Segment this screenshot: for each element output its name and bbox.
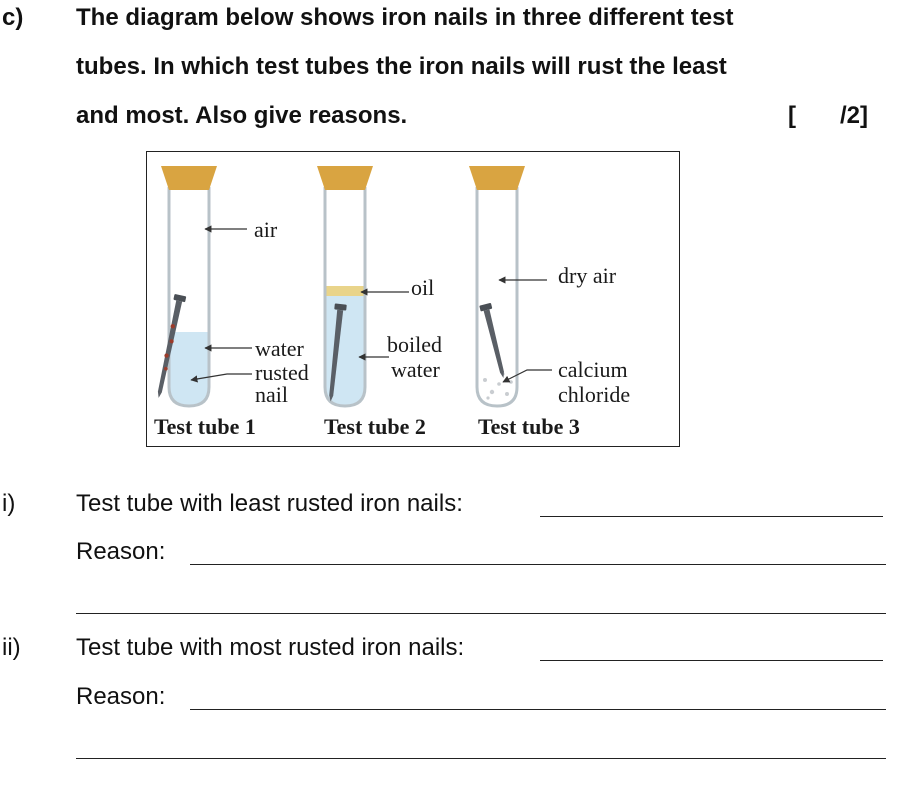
test-tubes-diagram bbox=[146, 151, 680, 447]
part-i-prompt: Test tube with least rusted iron nails: bbox=[76, 490, 463, 517]
part-ii-prompt: Test tube with most rusted iron nails: bbox=[76, 634, 465, 661]
part-i-reason-line-2[interactable] bbox=[76, 613, 886, 614]
test-tube-3 bbox=[469, 166, 552, 406]
caption-test-tube-1: Test tube 1 bbox=[154, 414, 256, 439]
label-oil: oil bbox=[411, 275, 435, 300]
question-label: c) bbox=[2, 4, 24, 31]
part-i-reason-label: Reason: bbox=[76, 538, 166, 565]
part-ii-reason-label: Reason: bbox=[76, 683, 166, 710]
label-calcium: calcium bbox=[558, 357, 628, 382]
label-rusted: rusted bbox=[255, 360, 309, 385]
question-text-line-2: tubes. In which test tubes the iron nails will rust the least bbox=[76, 53, 727, 80]
label-dry-air: dry air bbox=[558, 263, 617, 288]
part-i-label: i) bbox=[2, 490, 16, 517]
iron-nail-icon bbox=[479, 303, 509, 380]
label-water: water bbox=[255, 336, 304, 361]
stopper-icon bbox=[469, 166, 525, 190]
stopper-icon bbox=[161, 166, 217, 190]
caption-test-tube-2: Test tube 2 bbox=[324, 414, 426, 439]
oil-layer-icon bbox=[325, 286, 365, 296]
part-ii-label: ii) bbox=[2, 634, 21, 661]
caption-test-tube-3: Test tube 3 bbox=[478, 414, 580, 439]
part-ii-reason-line-1[interactable] bbox=[190, 709, 886, 710]
question-text-line-3: and most. Also give reasons. bbox=[76, 102, 408, 129]
glass-tube-icon bbox=[477, 187, 517, 406]
part-ii-reason-line-2[interactable] bbox=[76, 758, 886, 759]
test-tube-1 bbox=[153, 166, 252, 406]
marks-value: /2] bbox=[840, 102, 869, 129]
label-boiled-water: water bbox=[391, 357, 440, 382]
question-text-line-1: The diagram below shows iron nails in three different test bbox=[76, 4, 734, 31]
calcium-chloride-granules-icon bbox=[483, 372, 513, 399]
stopper-icon bbox=[317, 166, 373, 190]
water-fill-icon bbox=[169, 332, 209, 406]
test-tubes-illustration bbox=[147, 152, 678, 445]
label-chloride: chloride bbox=[558, 382, 631, 407]
part-ii-answer-line[interactable] bbox=[540, 660, 883, 661]
label-nail: nail bbox=[255, 382, 288, 407]
label-air: air bbox=[254, 217, 278, 242]
marks-bracket-open: [ bbox=[788, 102, 796, 129]
part-i-answer-line[interactable] bbox=[540, 516, 883, 517]
part-i-reason-line-1[interactable] bbox=[190, 564, 886, 565]
label-boiled: boiled bbox=[387, 332, 442, 357]
